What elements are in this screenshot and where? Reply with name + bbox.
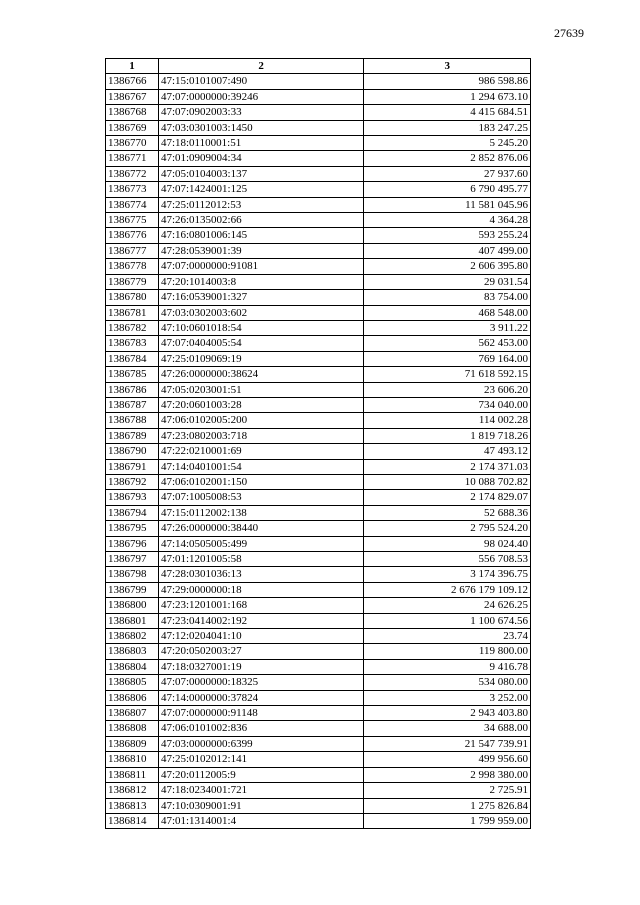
cadastral-number-cell: 47:07:0404005:54 <box>158 336 363 351</box>
row-id-cell: 1386797 <box>106 552 159 567</box>
amount-cell: 2 943 403.80 <box>364 706 531 721</box>
amount-cell: 3 911.22 <box>364 320 531 335</box>
table-row <box>106 228 531 243</box>
row-id-cell: 1386767 <box>106 89 159 104</box>
cadastral-number-cell: 47:10:0309001:91 <box>158 798 363 813</box>
row-id-cell: 1386770 <box>106 136 159 151</box>
table-row <box>106 521 531 536</box>
amount-cell: 2 852 876.06 <box>364 151 531 166</box>
cadastral-number-cell: 47:20:0601003:28 <box>158 397 363 412</box>
cadastral-number-cell: 47:05:0203001:51 <box>158 382 363 397</box>
cadastral-number-cell: 47:01:1314001:4 <box>158 813 363 828</box>
table-row <box>106 367 531 382</box>
cadastral-number-cell: 47:20:0502003:27 <box>158 644 363 659</box>
data-table <box>105 58 531 829</box>
amount-cell: 27 937.60 <box>364 166 531 181</box>
amount-cell: 10 088 702.82 <box>364 474 531 489</box>
row-id-cell: 1386803 <box>106 644 159 659</box>
amount-cell: 5 245.20 <box>364 136 531 151</box>
cadastral-number-cell: 47:25:0112012:53 <box>158 197 363 212</box>
cadastral-number-cell: 47:14:0505005:499 <box>158 536 363 551</box>
amount-cell: 2 174 829.07 <box>364 490 531 505</box>
row-id-cell: 1386814 <box>106 813 159 828</box>
row-id-cell: 1386773 <box>106 182 159 197</box>
table-row <box>106 428 531 443</box>
amount-cell: 3 174 396.75 <box>364 567 531 582</box>
table-row <box>106 397 531 412</box>
row-id-cell: 1386784 <box>106 351 159 366</box>
amount-cell: 6 790 495.77 <box>364 182 531 197</box>
row-id-cell: 1386779 <box>106 274 159 289</box>
amount-cell: 98 024.40 <box>364 536 531 551</box>
cadastral-number-cell: 47:15:0112002:138 <box>158 505 363 520</box>
table-row <box>106 197 531 212</box>
cadastral-number-cell: 47:20:0112005:9 <box>158 767 363 782</box>
cadastral-number-cell: 47:12:0204041:10 <box>158 629 363 644</box>
amount-cell: 4 415 684.51 <box>364 105 531 120</box>
amount-cell: 2 174 371.03 <box>364 459 531 474</box>
amount-cell: 119 800.00 <box>364 644 531 659</box>
row-id-cell: 1386790 <box>106 444 159 459</box>
table-row <box>106 105 531 120</box>
table-row <box>106 582 531 597</box>
row-id-cell: 1386792 <box>106 474 159 489</box>
amount-cell: 562 453.00 <box>364 336 531 351</box>
row-id-cell: 1386778 <box>106 259 159 274</box>
table-row <box>106 351 531 366</box>
cadastral-number-cell: 47:28:0301036:13 <box>158 567 363 582</box>
table-row <box>106 706 531 721</box>
cadastral-number-cell: 47:23:0414002:192 <box>158 613 363 628</box>
page-number: 27639 <box>554 26 584 40</box>
amount-cell: 11 581 045.96 <box>364 197 531 212</box>
cadastral-number-cell: 47:01:1201005:58 <box>158 552 363 567</box>
cadastral-number-cell: 47:06:0102001:150 <box>158 474 363 489</box>
amount-cell: 3 252.00 <box>364 690 531 705</box>
amount-cell: 23 606.20 <box>364 382 531 397</box>
row-id-cell: 1386786 <box>106 382 159 397</box>
cadastral-number-cell: 47:03:0000000:6399 <box>158 736 363 751</box>
row-id-cell: 1386801 <box>106 613 159 628</box>
table-row <box>106 382 531 397</box>
table-row <box>106 151 531 166</box>
amount-cell: 9 416.78 <box>364 659 531 674</box>
cadastral-number-cell: 47:26:0000000:38624 <box>158 367 363 382</box>
cadastral-number-cell: 47:07:0000000:39246 <box>158 89 363 104</box>
cadastral-number-cell: 47:16:0801006:145 <box>158 228 363 243</box>
cadastral-number-cell: 47:07:0902003:33 <box>158 105 363 120</box>
cadastral-number-cell: 47:01:0909004:34 <box>158 151 363 166</box>
table-row <box>106 659 531 674</box>
amount-cell: 2 676 179 109.12 <box>364 582 531 597</box>
cadastral-number-cell: 47:14:0000000:37824 <box>158 690 363 705</box>
row-id-cell: 1386810 <box>106 752 159 767</box>
cadastral-number-cell: 47:07:0000000:18325 <box>158 675 363 690</box>
row-id-cell: 1386794 <box>106 505 159 520</box>
amount-cell: 23.74 <box>364 629 531 644</box>
table-row <box>106 505 531 520</box>
table-row <box>106 274 531 289</box>
amount-cell: 2 998 380.00 <box>364 767 531 782</box>
row-id-cell: 1386768 <box>106 105 159 120</box>
row-id-cell: 1386791 <box>106 459 159 474</box>
amount-cell: 29 031.54 <box>364 274 531 289</box>
row-id-cell: 1386787 <box>106 397 159 412</box>
row-id-cell: 1386781 <box>106 305 159 320</box>
amount-cell: 734 040.00 <box>364 397 531 412</box>
amount-cell: 52 688.36 <box>364 505 531 520</box>
row-id-cell: 1386776 <box>106 228 159 243</box>
cadastral-number-cell: 47:07:1005008:53 <box>158 490 363 505</box>
table-body <box>106 74 531 829</box>
table-row <box>106 613 531 628</box>
row-id-cell: 1386782 <box>106 320 159 335</box>
table-row <box>106 182 531 197</box>
table-row <box>106 690 531 705</box>
table-row <box>106 536 531 551</box>
row-id-cell: 1386777 <box>106 243 159 258</box>
table-row <box>106 336 531 351</box>
table-row <box>106 444 531 459</box>
row-id-cell: 1386804 <box>106 659 159 674</box>
table-row <box>106 74 531 89</box>
table-row <box>106 459 531 474</box>
table-row <box>106 136 531 151</box>
amount-cell: 1 275 826.84 <box>364 798 531 813</box>
row-id-cell: 1386769 <box>106 120 159 135</box>
amount-cell: 468 548.00 <box>364 305 531 320</box>
cadastral-number-cell: 47:29:0000000:18 <box>158 582 363 597</box>
row-id-cell: 1386772 <box>106 166 159 181</box>
cadastral-number-cell: 47:22:0210001:69 <box>158 444 363 459</box>
cadastral-number-cell: 47:18:0234001:721 <box>158 783 363 798</box>
amount-cell: 24 626.25 <box>364 598 531 613</box>
table-row <box>106 675 531 690</box>
table-row <box>106 474 531 489</box>
row-id-cell: 1386808 <box>106 721 159 736</box>
cadastral-number-cell: 47:06:0101002:836 <box>158 721 363 736</box>
table-row <box>106 490 531 505</box>
row-id-cell: 1386795 <box>106 521 159 536</box>
cadastral-number-cell: 47:25:0102012:141 <box>158 752 363 767</box>
row-id-cell: 1386766 <box>106 74 159 89</box>
amount-cell: 1 819 718.26 <box>364 428 531 443</box>
table-row <box>106 783 531 798</box>
table-row <box>106 552 531 567</box>
table-row <box>106 752 531 767</box>
column-header-1: 1 <box>106 59 159 74</box>
cadastral-number-cell: 47:20:1014003:8 <box>158 274 363 289</box>
table-row <box>106 644 531 659</box>
table-row <box>106 290 531 305</box>
row-id-cell: 1386806 <box>106 690 159 705</box>
cadastral-number-cell: 47:07:1424001:125 <box>158 182 363 197</box>
amount-cell: 1 294 673.10 <box>364 89 531 104</box>
cadastral-number-cell: 47:16:0539001:327 <box>158 290 363 305</box>
row-id-cell: 1386775 <box>106 213 159 228</box>
table-row <box>106 89 531 104</box>
row-id-cell: 1386785 <box>106 367 159 382</box>
row-id-cell: 1386798 <box>106 567 159 582</box>
amount-cell: 534 080.00 <box>364 675 531 690</box>
amount-cell: 2 795 524.20 <box>364 521 531 536</box>
amount-cell: 769 164.00 <box>364 351 531 366</box>
table-row <box>106 320 531 335</box>
table-row <box>106 598 531 613</box>
cadastral-number-cell: 47:14:0401001:54 <box>158 459 363 474</box>
row-id-cell: 1386793 <box>106 490 159 505</box>
row-id-cell: 1386783 <box>106 336 159 351</box>
amount-cell: 1 100 674.56 <box>364 613 531 628</box>
cadastral-number-cell: 47:07:0000000:91081 <box>158 259 363 274</box>
amount-cell: 2 606 395.80 <box>364 259 531 274</box>
row-id-cell: 1386780 <box>106 290 159 305</box>
row-id-cell: 1386796 <box>106 536 159 551</box>
row-id-cell: 1386774 <box>106 197 159 212</box>
cadastral-number-cell: 47:26:0000000:38440 <box>158 521 363 536</box>
cadastral-number-cell: 47:18:0110001:51 <box>158 136 363 151</box>
cadastral-number-cell: 47:26:0135002:66 <box>158 213 363 228</box>
row-id-cell: 1386771 <box>106 151 159 166</box>
row-id-cell: 1386800 <box>106 598 159 613</box>
table-row <box>106 629 531 644</box>
table-row <box>106 413 531 428</box>
table-row <box>106 305 531 320</box>
table-row <box>106 243 531 258</box>
cadastral-number-cell: 47:23:0802003:718 <box>158 428 363 443</box>
amount-cell: 21 547 739.91 <box>364 736 531 751</box>
table-row <box>106 567 531 582</box>
amount-cell: 83 754.00 <box>364 290 531 305</box>
row-id-cell: 1386812 <box>106 783 159 798</box>
row-id-cell: 1386799 <box>106 582 159 597</box>
cadastral-number-cell: 47:03:0301003:1450 <box>158 120 363 135</box>
table-row <box>106 721 531 736</box>
table-row <box>106 213 531 228</box>
cadastral-number-cell: 47:23:1201001:168 <box>158 598 363 613</box>
amount-cell: 34 688.00 <box>364 721 531 736</box>
row-id-cell: 1386813 <box>106 798 159 813</box>
cadastral-number-cell: 47:10:0601018:54 <box>158 320 363 335</box>
amount-cell: 407 499.00 <box>364 243 531 258</box>
cadastral-number-cell: 47:06:0102005:200 <box>158 413 363 428</box>
table-row <box>106 736 531 751</box>
amount-cell: 499 956.60 <box>364 752 531 767</box>
amount-cell: 114 002.28 <box>364 413 531 428</box>
row-id-cell: 1386807 <box>106 706 159 721</box>
table-row <box>106 166 531 181</box>
amount-cell: 183 247.25 <box>364 120 531 135</box>
amount-cell: 593 255.24 <box>364 228 531 243</box>
cadastral-number-cell: 47:25:0109069:19 <box>158 351 363 366</box>
amount-cell: 2 725.91 <box>364 783 531 798</box>
table-row <box>106 813 531 828</box>
row-id-cell: 1386802 <box>106 629 159 644</box>
row-id-cell: 1386788 <box>106 413 159 428</box>
amount-cell: 71 618 592.15 <box>364 367 531 382</box>
cadastral-number-cell: 47:05:0104003:137 <box>158 166 363 181</box>
row-id-cell: 1386809 <box>106 736 159 751</box>
cadastral-number-cell: 47:28:0539001:39 <box>158 243 363 258</box>
row-id-cell: 1386789 <box>106 428 159 443</box>
table-row <box>106 120 531 135</box>
cadastral-number-cell: 47:18:0327001:19 <box>158 659 363 674</box>
column-header-3: 3 <box>364 59 531 74</box>
amount-cell: 556 708.53 <box>364 552 531 567</box>
row-id-cell: 1386805 <box>106 675 159 690</box>
amount-cell: 986 598.86 <box>364 74 531 89</box>
amount-cell: 1 799 959.00 <box>364 813 531 828</box>
row-id-cell: 1386811 <box>106 767 159 782</box>
cadastral-number-cell: 47:15:0101007:490 <box>158 74 363 89</box>
amount-cell: 47 493.12 <box>364 444 531 459</box>
table-row <box>106 767 531 782</box>
cadastral-number-cell: 47:07:0000000:91148 <box>158 706 363 721</box>
cadastral-number-cell: 47:03:0302003:602 <box>158 305 363 320</box>
amount-cell: 4 364.28 <box>364 213 531 228</box>
column-header-2: 2 <box>158 59 363 74</box>
table-row <box>106 259 531 274</box>
header-row <box>106 59 531 74</box>
table-row <box>106 798 531 813</box>
